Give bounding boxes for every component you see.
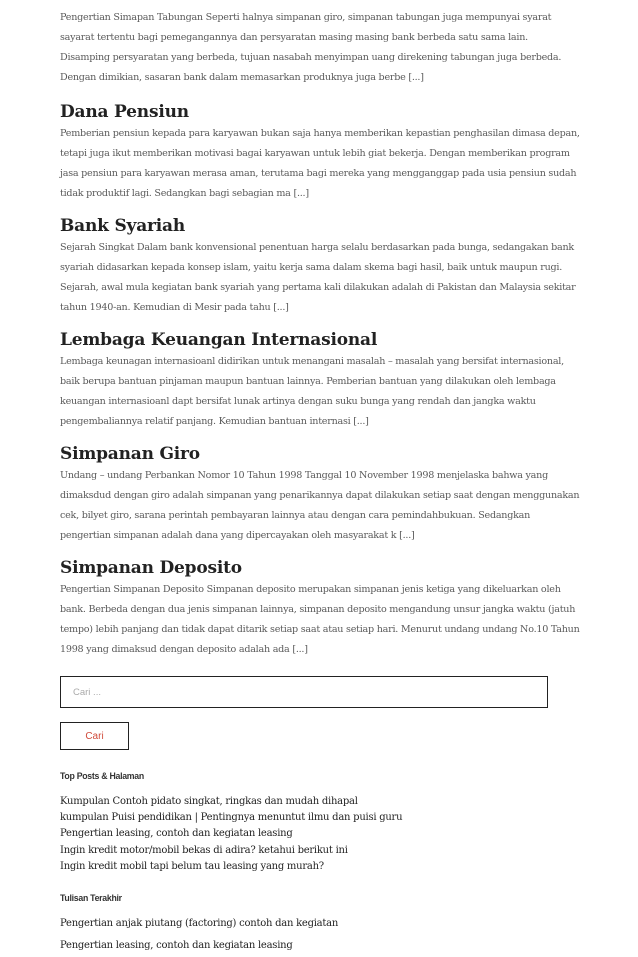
post-entry bbox=[60, 442, 580, 546]
post-excerpt: Lembaga keunagan internasioanl didirikan untuk menangani masalah – masalah yang bersifat internasional, baik berupa bantuan pinjaman maupun bantuan lainnya. Pemberian bantuan yang dilakukan oleh lembaga keuangan internasioanl dapt bersifat lunak artinya dengan suku bunga yang rendah dan jangka waktu pengembaliannya relatif panjang. Kemudian bantuan internasi [...] bbox=[60, 356, 564, 427]
post-entry bbox=[60, 214, 580, 318]
search-placeholder: Cari ... bbox=[73, 686, 101, 698]
top-post-link[interactable]: kumpulan Puisi pendidikan | Pentingnya menuntut ilmu dan puisi guru bbox=[60, 812, 403, 824]
search-widget bbox=[60, 676, 580, 750]
post-entry bbox=[60, 328, 580, 432]
post-title-link[interactable]: Lembaga Keuangan Internasional bbox=[60, 330, 378, 350]
post-excerpt: Pengertian Simpanan Deposito Simpanan deposito merupakan simpanan jenis ketiga yang dikeluarkan oleh bank. Berbeda dengan dua jenis simpanan lainnya, simpanan deposito mengandung unsur jangka waktu (jatuh tempo) lebih panjang dan tidak dapat ditarik setiap saat atau setiap hari. Menurut undang undang No.10 Tahun 1998 yang dimaksud dengan deposito adalah ada [...] bbox=[60, 584, 580, 655]
post-excerpt: Sejarah Singkat Dalam bank konvensional penentuan harga selalu berdasarkan pada bunga, sedangakan bank syariah didasarkan kepada konsep islam, yaitu kerja sama dalam skema bagi hasil, baik untuk maupun rugi. Sejarah, awal mula kegiatan bank syariah yang pertama kali dilakukan adalah di Pakistan dan Malaysia sekitar tahun 1940-an. Kemudian di Mesir pada tahu [...] bbox=[60, 242, 576, 313]
recent-post-link[interactable]: Pengertian leasing, contoh dan kegiatan leasing bbox=[60, 940, 293, 952]
top-post-link[interactable]: Kumpulan Contoh pidato singkat, ringkas dan mudah dihapal bbox=[60, 796, 358, 807]
top-post-link[interactable]: Ingin kredit mobil tapi belum tau leasing yang murah? bbox=[60, 860, 324, 872]
post-title-link[interactable]: Dana Pensiun bbox=[60, 102, 189, 122]
top-posts-widget bbox=[60, 771, 580, 875]
post-excerpt: Undang – undang Perbankan Nomor 10 Tahun 1998 Tanggal 10 November 1998 menjelaska bahwa yang dimaksdud dengan giro adalah simpanan yang penarikannya dapat dilakukan setiap saat dengan menggunakan cek, bilyet giro, sarana perintah pembayaran lainnya atau dengan cara pemindahbukuan. Sedangkan pengertian simpanan adalah dana yang dipercayakan oleh masyarakat k [...] bbox=[60, 470, 580, 541]
post-title-link[interactable]: Bank Syariah bbox=[60, 216, 186, 236]
page-content bbox=[60, 8, 580, 957]
recent-post-link[interactable]: Pengertian anjak piutang (factoring) contoh dan kegiatan bbox=[60, 918, 339, 930]
post-entry bbox=[60, 100, 580, 204]
recent-posts-list bbox=[60, 913, 580, 957]
widget-title: Top Posts & Halaman bbox=[60, 771, 144, 782]
post-title-link[interactable]: Simpanan Giro bbox=[60, 444, 200, 464]
post-entry bbox=[60, 556, 580, 660]
search-button-label: Cari bbox=[85, 730, 104, 742]
widget-title: Tulisan Terakhir bbox=[60, 893, 122, 905]
post-excerpt: Pemberian pensiun kepada para karyawan bukan saja hanya memberikan kepastian penghasilan dimasa depan, tetapi juga ikut memberikan motivasi bagai karyawan untuk lebih giat bekerja. Dengan memberikan program jasa pensiun para karyawan merasa aman, terutama bagi mereka yang mengganggap pada usia pensiun sudah tidak produktif lagi. Sedangkan bagi sebagian ma [...] bbox=[60, 128, 580, 199]
top-post-link[interactable]: Pengertian leasing, contoh dan kegiatan leasing bbox=[60, 828, 293, 840]
post-title-link[interactable]: Simpanan Deposito bbox=[60, 558, 242, 578]
top-posts-list bbox=[60, 794, 580, 875]
search-button[interactable] bbox=[60, 722, 129, 750]
search-input[interactable] bbox=[60, 676, 548, 708]
post-entry bbox=[60, 8, 580, 88]
top-post-link[interactable]: Ingin kredit motor/mobil bekas di adira? ketahui berikut ini bbox=[60, 844, 348, 856]
post-excerpt: Pengertian Simapan Tabungan Seperti halnya simpanan giro, simpanan tabungan juga mempunyai syarat sayarat tertentu bagi pemegangannya dan persyaratan masing masing bank berbeda satu sama lain. Disamping persyaratan yang berbeda, tujuan nasabah menyimpan uang direkening tabungan juga berbeda. Dengan dimikian, sasaran bank dalam memasarkan produknya juga berbe [...] bbox=[60, 12, 562, 83]
